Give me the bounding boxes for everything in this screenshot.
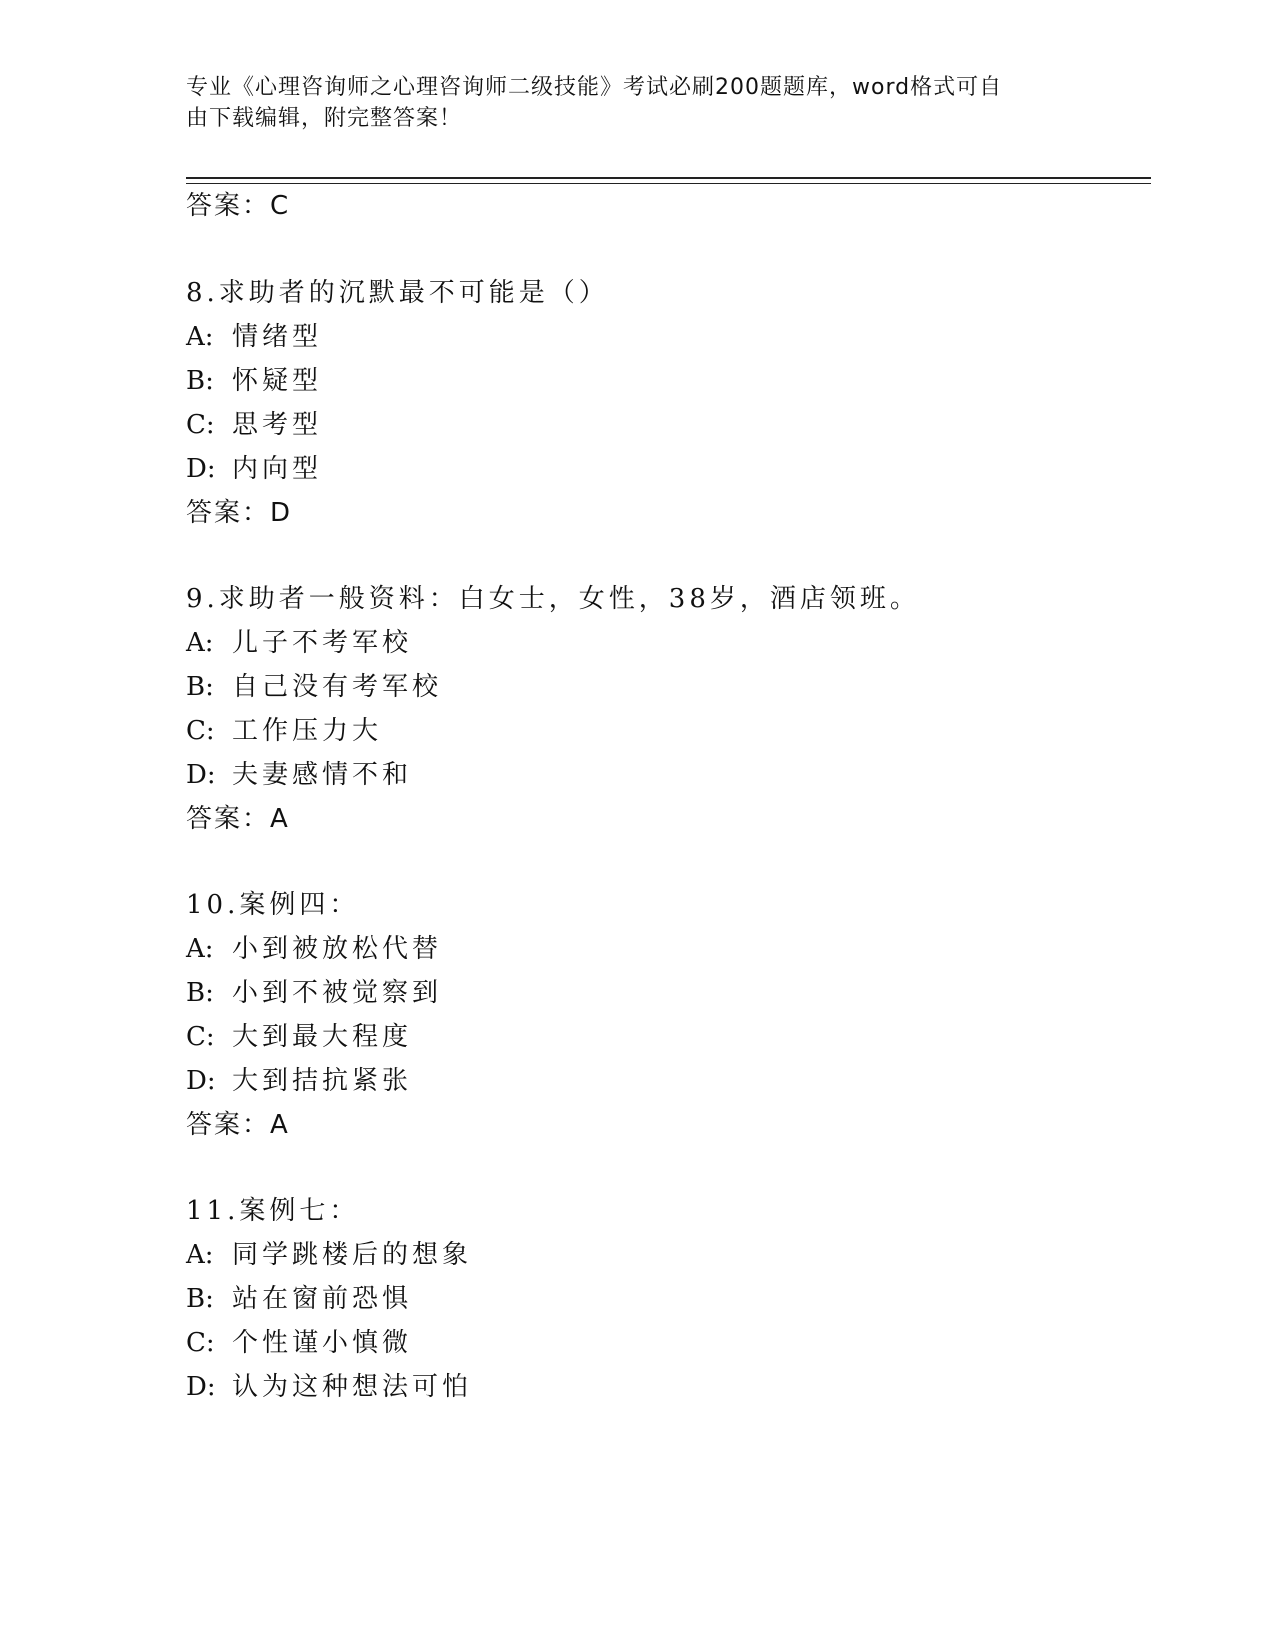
- option-text: 夫妻感情不和: [232, 760, 413, 790]
- header-line-1: 专业《心理咨询师之心理咨询师二级技能》考试必刷200题题库，word格式可自: [186, 75, 1003, 100]
- option-text: 情绪型: [232, 322, 323, 352]
- option-letter: A:: [186, 934, 214, 964]
- previous-answer: 答案：C: [186, 191, 291, 221]
- question-9-option-b: [186, 670, 442, 704]
- option-text: 工作压力大: [232, 716, 383, 746]
- option-letter: D:: [186, 760, 216, 790]
- option-letter: A:: [186, 628, 214, 658]
- option-text: 自己没有考军校: [232, 672, 443, 702]
- option-text: 认为这种想法可怕: [232, 1372, 473, 1402]
- option-letter: B:: [186, 978, 214, 1008]
- question-9-title: 9.求助者一般资料：白女士，女性，38岁，酒店领班。: [186, 584, 920, 614]
- option-text: 思考型: [232, 410, 323, 440]
- option-letter: D:: [186, 1372, 216, 1402]
- question-10-option-a: [186, 932, 442, 966]
- question-8-option-c: [186, 408, 322, 442]
- header-divider-thin: [186, 183, 1151, 184]
- option-letter: A:: [186, 322, 214, 352]
- question-8-option-b: [186, 364, 322, 398]
- option-letter: D:: [186, 454, 216, 484]
- question-11-option-a: [186, 1238, 472, 1272]
- header-divider-thick: [186, 177, 1151, 179]
- option-text: 个性谨小慎微: [232, 1328, 413, 1358]
- option-text: 大到最大程度: [232, 1022, 413, 1052]
- question-9-option-d: [186, 758, 412, 792]
- option-letter: C:: [186, 1022, 215, 1052]
- question-8-answer: 答案：D: [186, 498, 293, 528]
- question-11-title: 11.案例七：: [186, 1196, 360, 1226]
- option-letter: D:: [186, 1066, 216, 1096]
- question-10-option-d: [186, 1064, 412, 1098]
- option-letter: B:: [186, 672, 214, 702]
- option-text: 儿子不考军校: [232, 628, 413, 658]
- document-header: [186, 72, 1086, 134]
- question-9-answer: 答案：A: [186, 804, 290, 834]
- question-10-title: 10.案例四：: [186, 890, 360, 920]
- question-9-option-c: [186, 714, 382, 748]
- question-11-option-c: [186, 1326, 412, 1360]
- option-letter: A:: [186, 1240, 214, 1270]
- option-letter: C:: [186, 410, 215, 440]
- option-text: 站在窗前恐惧: [232, 1284, 413, 1314]
- question-8-option-d: [186, 452, 322, 486]
- option-text: 同学跳楼后的想象: [232, 1240, 473, 1270]
- question-10-option-c: [186, 1020, 412, 1054]
- option-letter: B:: [186, 1284, 214, 1314]
- question-8-option-a: [186, 320, 322, 354]
- question-11-option-d: [186, 1370, 472, 1404]
- option-letter: C:: [186, 1328, 215, 1358]
- question-9-option-a: [186, 626, 412, 660]
- option-letter: C:: [186, 716, 215, 746]
- option-text: 小到不被觉察到: [232, 978, 443, 1008]
- option-text: 小到被放松代替: [232, 934, 443, 964]
- question-11-option-b: [186, 1282, 412, 1316]
- option-text: 怀疑型: [232, 366, 323, 396]
- question-8-title: 8.求助者的沉默最不可能是（）: [186, 278, 609, 308]
- header-line-2: 由下载编辑，附完整答案！: [186, 106, 463, 131]
- option-text: 大到拮抗紧张: [232, 1066, 413, 1096]
- option-letter: B:: [186, 366, 214, 396]
- option-text: 内向型: [232, 454, 323, 484]
- question-10-option-b: [186, 976, 442, 1010]
- question-10-answer: 答案：A: [186, 1110, 290, 1140]
